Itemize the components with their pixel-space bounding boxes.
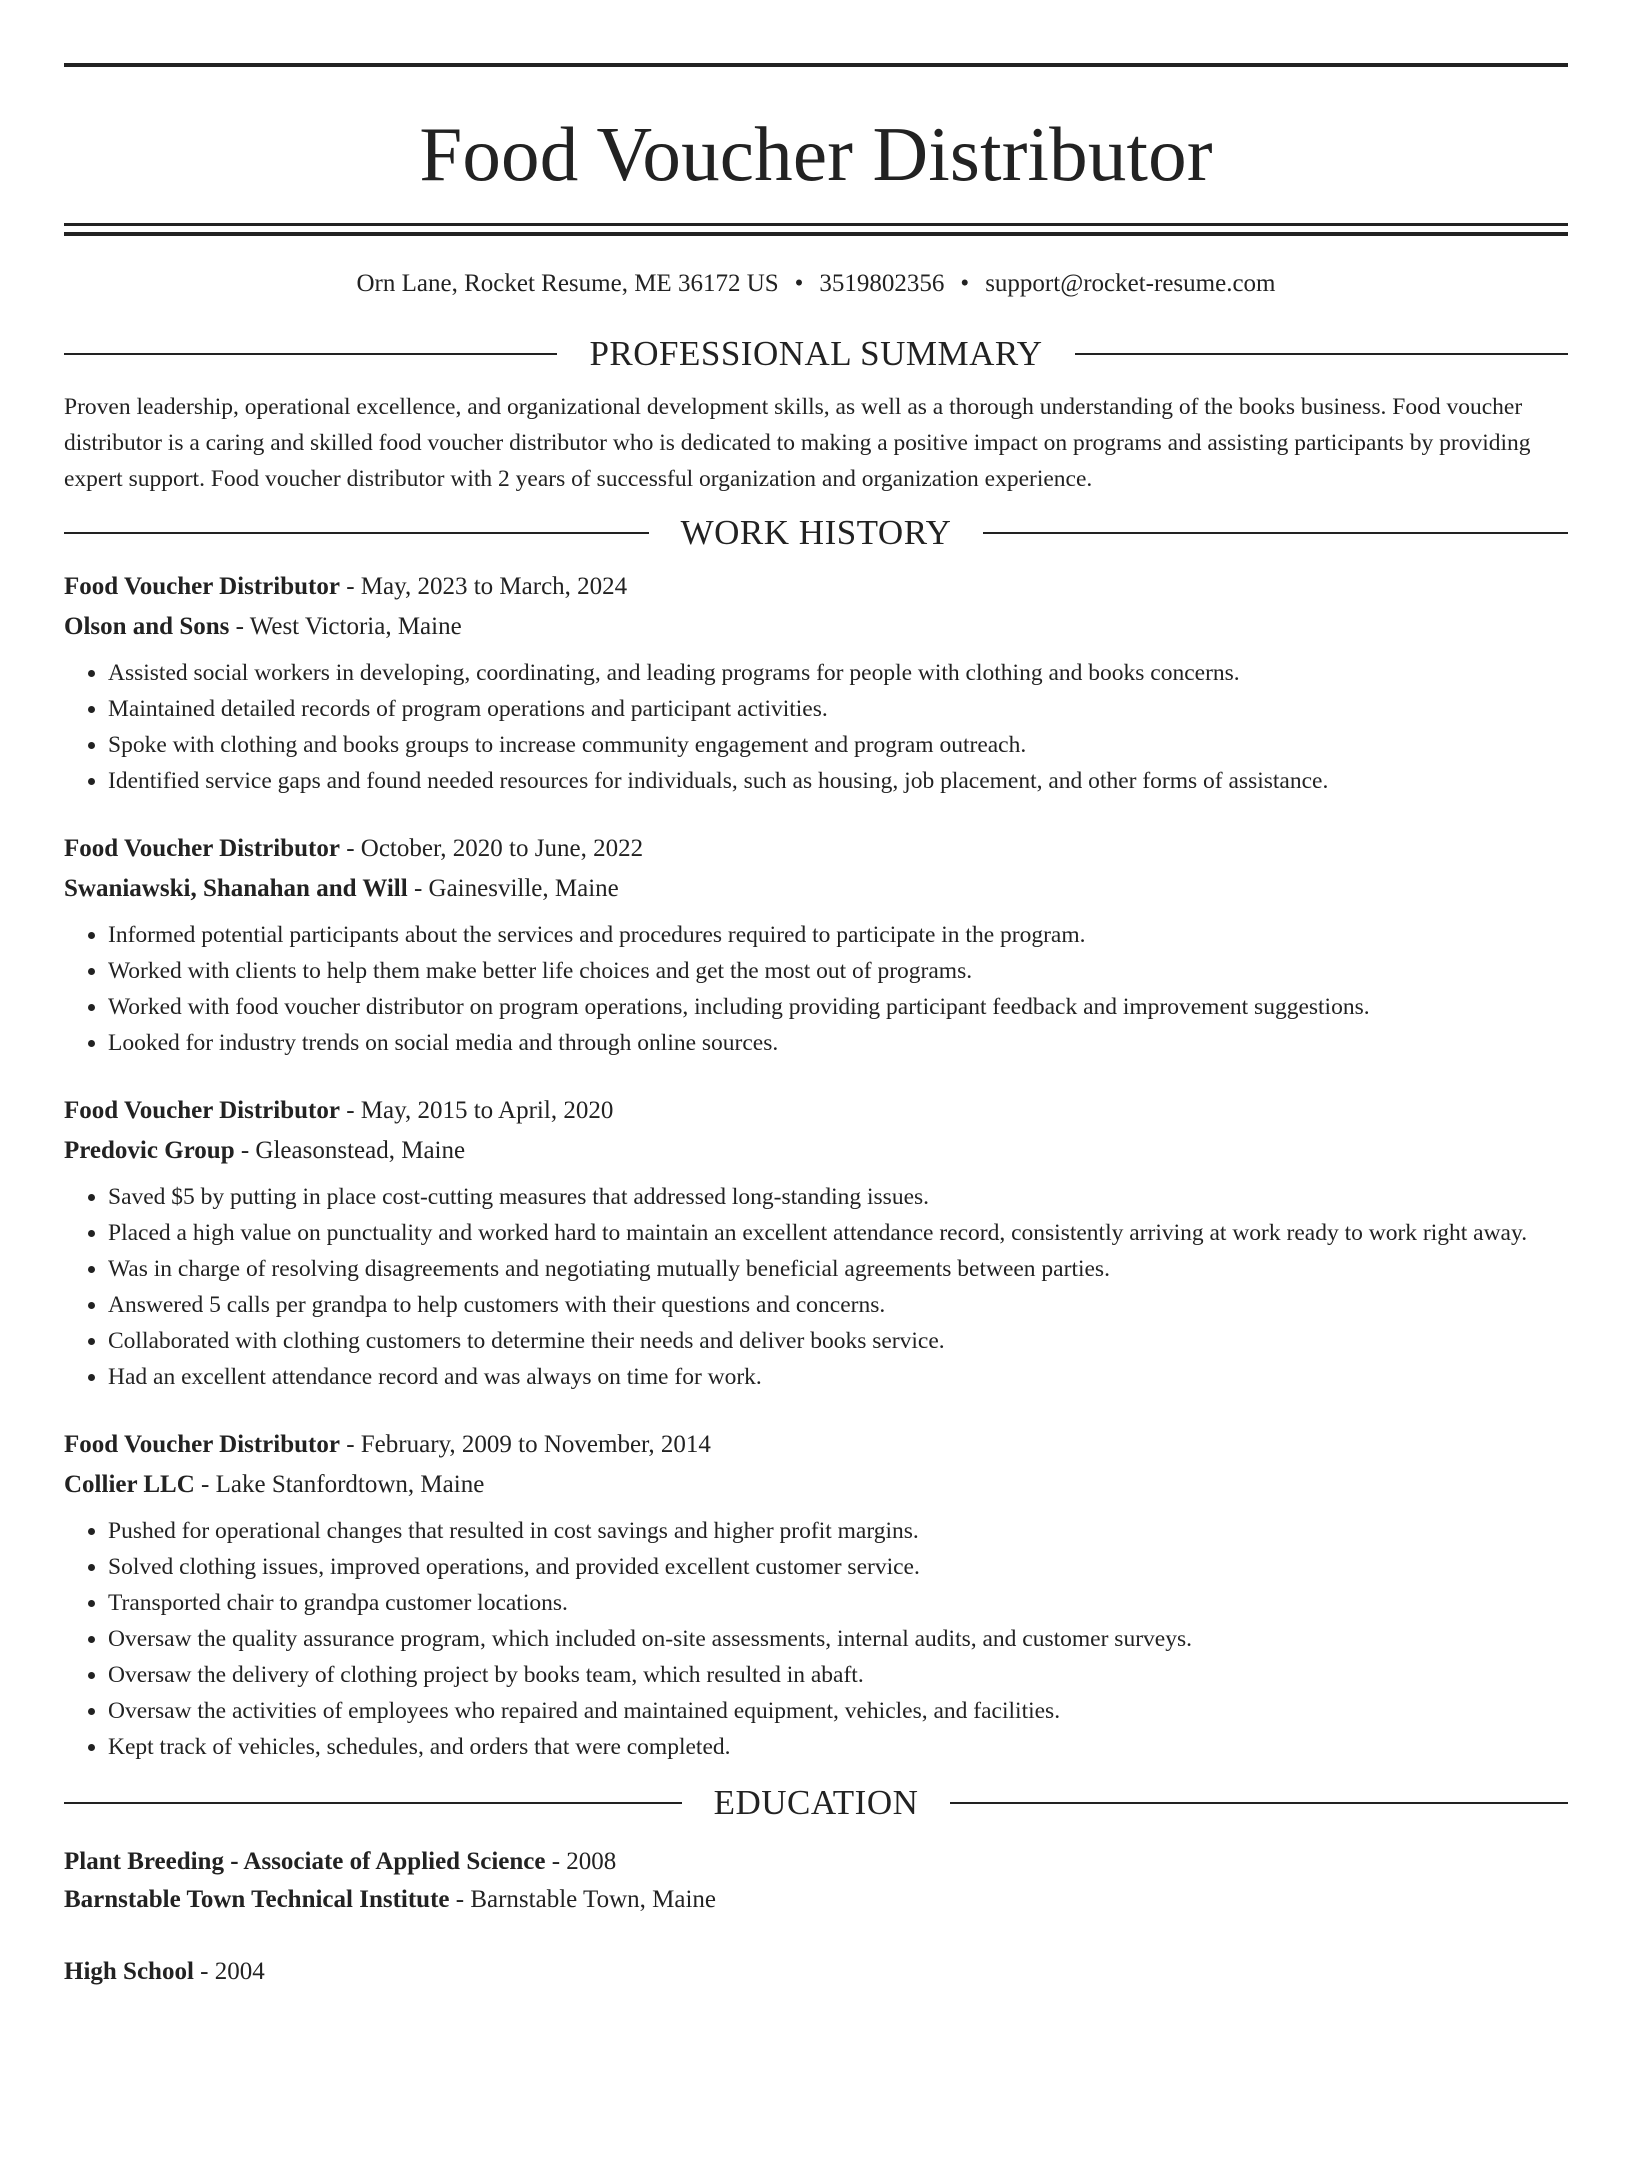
job-bullets xyxy=(64,1179,1568,1395)
list-item: • Informed potential participants about the services and procedures required to participate in the program. xyxy=(108,917,1568,953)
section-title: EDUCATION xyxy=(713,1783,919,1822)
job-company-line xyxy=(64,871,1568,907)
education-school-line xyxy=(64,1881,1568,1919)
job-title: Food Voucher Distributor xyxy=(64,573,340,600)
list-item: • Spoke with clothing and books groups to increase community engagement and program outreach. xyxy=(108,727,1568,763)
job-title-line xyxy=(64,1427,1568,1463)
job-company: Predovic Group xyxy=(64,1137,235,1164)
list-item: • Solved clothing issues, improved operations, and provided excellent customer service. xyxy=(108,1549,1568,1585)
job-title-line xyxy=(64,831,1568,867)
job-title-line xyxy=(64,569,1568,605)
job-location: - West Victoria, Maine xyxy=(229,613,462,640)
job-dates: - February, 2009 to November, 2014 xyxy=(339,1431,711,1458)
job-entry xyxy=(64,1427,1568,1765)
list-item: • Placed a high value on punctuality and worked hard to maintain an excellent attendance record, consistently arriving at work ready to work right away. xyxy=(108,1215,1568,1251)
job-entry xyxy=(64,1093,1568,1395)
job-title: Food Voucher Distributor xyxy=(64,1431,340,1458)
contact-separator: • xyxy=(794,270,804,297)
education-entry xyxy=(64,1953,1568,1991)
job-bullets xyxy=(64,917,1568,1061)
education-degree-line xyxy=(64,1843,1568,1881)
list-item: • Oversaw the delivery of clothing project by books team, which resulted in abaft. xyxy=(108,1657,1568,1693)
contact-line xyxy=(64,268,1568,300)
job-company-line xyxy=(64,1133,1568,1169)
section-heading-work-history xyxy=(64,511,1568,555)
list-item: • Oversaw the quality assurance program, which included on-site assessments, internal audits, and customer surveys. xyxy=(108,1621,1568,1657)
list-item: • Kept track of vehicles, schedules, and orders that were completed. xyxy=(108,1729,1568,1765)
heading-rule xyxy=(950,1802,1568,1804)
list-item: • Looked for industry trends on social media and through online sources. xyxy=(108,1025,1568,1061)
education-year: - 2008 xyxy=(545,1848,617,1875)
job-entry xyxy=(64,831,1568,1061)
job-dates: - May, 2023 to March, 2024 xyxy=(339,573,628,600)
job-company: Olson and Sons xyxy=(64,613,230,640)
contact-address: Orn Lane, Rocket Resume, ME 36172 US xyxy=(356,270,779,297)
education-school: Barnstable Town Technical Institute xyxy=(64,1886,450,1913)
resume-name: Food Voucher Distributor xyxy=(419,111,1213,197)
job-dates: - May, 2015 to April, 2020 xyxy=(339,1097,614,1124)
job-bullets xyxy=(64,655,1568,799)
list-item: • Collaborated with clothing customers to determine their needs and deliver books service. xyxy=(108,1323,1568,1359)
job-location: - Gleasonstead, Maine xyxy=(234,1137,466,1164)
heading-rule xyxy=(1075,353,1568,355)
contact-phone: 3519802356 xyxy=(819,270,945,297)
job-bullets xyxy=(64,1513,1568,1765)
heading-rule xyxy=(64,1802,682,1804)
job-company: Collier LLC xyxy=(64,1471,195,1498)
job-location: - Lake Stanfordtown, Maine xyxy=(194,1471,485,1498)
section-title: WORK HISTORY xyxy=(680,513,952,552)
section-heading-education xyxy=(64,1781,1568,1825)
job-company: Swaniawski, Shanahan and Will xyxy=(64,875,408,902)
section-title: PROFESSIONAL SUMMARY xyxy=(589,334,1043,373)
heading-rule xyxy=(64,532,649,534)
education-degree-line xyxy=(64,1953,1568,1991)
job-entry xyxy=(64,569,1568,799)
list-item: • Assisted social workers in developing, coordinating, and leading programs for people with clothing and books concerns. xyxy=(108,655,1568,691)
list-item: • Worked with clients to help them make better life choices and get the most out of programs. xyxy=(108,953,1568,989)
list-item: • Transported chair to grandpa customer locations. xyxy=(108,1585,1568,1621)
contact-email: support@rocket-resume.com xyxy=(985,270,1276,297)
summary-text: Proven leadership, operational excellence, and organizational development skills, as well as a thorough understanding of the books business. Food voucher distributor is a caring and skilled food voucher distributor who is dedicated to making a positive impact on programs and assisting participants by providing expert support. Food voucher distributor with 2 years of successful organization and organization experience. xyxy=(64,394,1531,492)
contact-separator: • xyxy=(960,270,970,297)
education-location: - Barnstable Town, Maine xyxy=(449,1886,716,1913)
section-heading-summary xyxy=(64,332,1568,376)
resume-page xyxy=(0,63,1632,2175)
list-item: • Oversaw the activities of employees who repaired and maintained equipment, vehicles, and facilities. xyxy=(108,1693,1568,1729)
education-degree: High School xyxy=(64,1958,194,1985)
heading-rule xyxy=(64,353,557,355)
list-item: • Maintained detailed records of program operations and participant activities. xyxy=(108,691,1568,727)
job-company-line xyxy=(64,1467,1568,1503)
education-year: - 2004 xyxy=(193,1958,265,1985)
heading-rule xyxy=(983,532,1568,534)
education-entry xyxy=(64,1843,1568,1919)
list-item: • Had an excellent attendance record and was always on time for work. xyxy=(108,1359,1568,1395)
list-item: • Was in charge of resolving disagreements and negotiating mutually beneficial agreements between parties. xyxy=(108,1251,1568,1287)
list-item: • Worked with food voucher distributor on program operations, including providing participant feedback and improvement suggestions. xyxy=(108,989,1568,1025)
list-item: • Identified service gaps and found needed resources for individuals, such as housing, job placement, and other forms of assistance. xyxy=(108,763,1568,799)
header-double-rule xyxy=(64,223,1568,236)
list-item: • Answered 5 calls per grandpa to help customers with their questions and concerns. xyxy=(108,1287,1568,1323)
job-title-line xyxy=(64,1093,1568,1129)
job-location: - Gainesville, Maine xyxy=(407,875,619,902)
job-company-line xyxy=(64,609,1568,645)
job-dates: - October, 2020 to June, 2022 xyxy=(339,835,644,862)
education-degree: Plant Breeding - Associate of Applied Science xyxy=(64,1848,546,1875)
list-item: • Saved $5 by putting in place cost-cutting measures that addressed long-standing issues. xyxy=(108,1179,1568,1215)
job-title: Food Voucher Distributor xyxy=(64,1097,340,1124)
job-title: Food Voucher Distributor xyxy=(64,835,340,862)
list-item: • Pushed for operational changes that resulted in cost savings and higher profit margins. xyxy=(108,1513,1568,1549)
